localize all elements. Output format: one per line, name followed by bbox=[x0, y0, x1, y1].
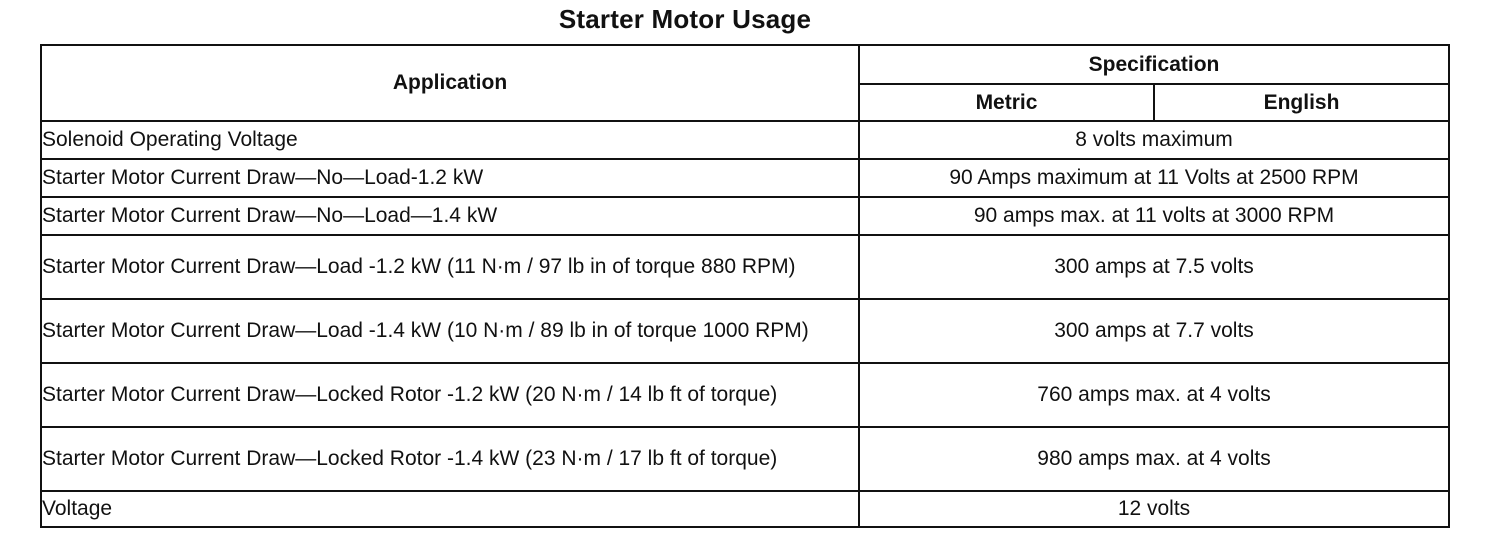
specification-header: Specification bbox=[859, 45, 1449, 84]
application-header: Application bbox=[41, 45, 859, 121]
table-row bbox=[41, 197, 1449, 235]
table-row bbox=[41, 427, 1449, 491]
application-cell: Starter Motor Current Draw—Locked Rotor -1.4 kW (23 N·m / 17 lb ft of torque) bbox=[41, 427, 859, 491]
application-cell: Starter Motor Current Draw—No—Load—1.4 kW bbox=[41, 197, 859, 235]
metric-header: Metric bbox=[859, 84, 1154, 121]
specification-cell: 90 amps max. at 11 volts at 3000 RPM bbox=[859, 197, 1449, 235]
table-row bbox=[41, 299, 1449, 363]
header-row bbox=[41, 45, 1449, 84]
application-cell: Starter Motor Current Draw—No—Load-1.2 kW bbox=[41, 159, 859, 197]
specification-cell: 12 volts bbox=[859, 491, 1449, 527]
specification-cell: 8 volts maximum bbox=[859, 121, 1449, 159]
specification-cell: 980 amps max. at 4 volts bbox=[859, 427, 1449, 491]
application-cell: Solenoid Operating Voltage bbox=[41, 121, 859, 159]
table-row bbox=[41, 159, 1449, 197]
table-row bbox=[41, 491, 1449, 527]
table-row bbox=[41, 363, 1449, 427]
application-cell: Starter Motor Current Draw—Load -1.4 kW (10 N·m / 89 lb in of torque 1000 RPM) bbox=[41, 299, 859, 363]
application-cell: Voltage bbox=[41, 491, 859, 527]
table-row bbox=[41, 235, 1449, 299]
specification-cell: 760 amps max. at 4 volts bbox=[859, 363, 1449, 427]
application-cell: Starter Motor Current Draw—Locked Rotor -1.2 kW (20 N·m / 14 lb ft of torque) bbox=[41, 363, 859, 427]
starter-motor-usage-table bbox=[40, 44, 1450, 528]
english-header: English bbox=[1154, 84, 1449, 121]
specification-cell: 90 Amps maximum at 11 Volts at 2500 RPM bbox=[859, 159, 1449, 197]
table-title: Starter Motor Usage bbox=[558, 4, 812, 34]
table-row bbox=[41, 121, 1449, 159]
application-cell: Starter Motor Current Draw—Load -1.2 kW (11 N·m / 97 lb in of torque 880 RPM) bbox=[41, 235, 859, 299]
specification-cell: 300 amps at 7.7 volts bbox=[859, 299, 1449, 363]
specification-cell: 300 amps at 7.5 volts bbox=[859, 235, 1449, 299]
